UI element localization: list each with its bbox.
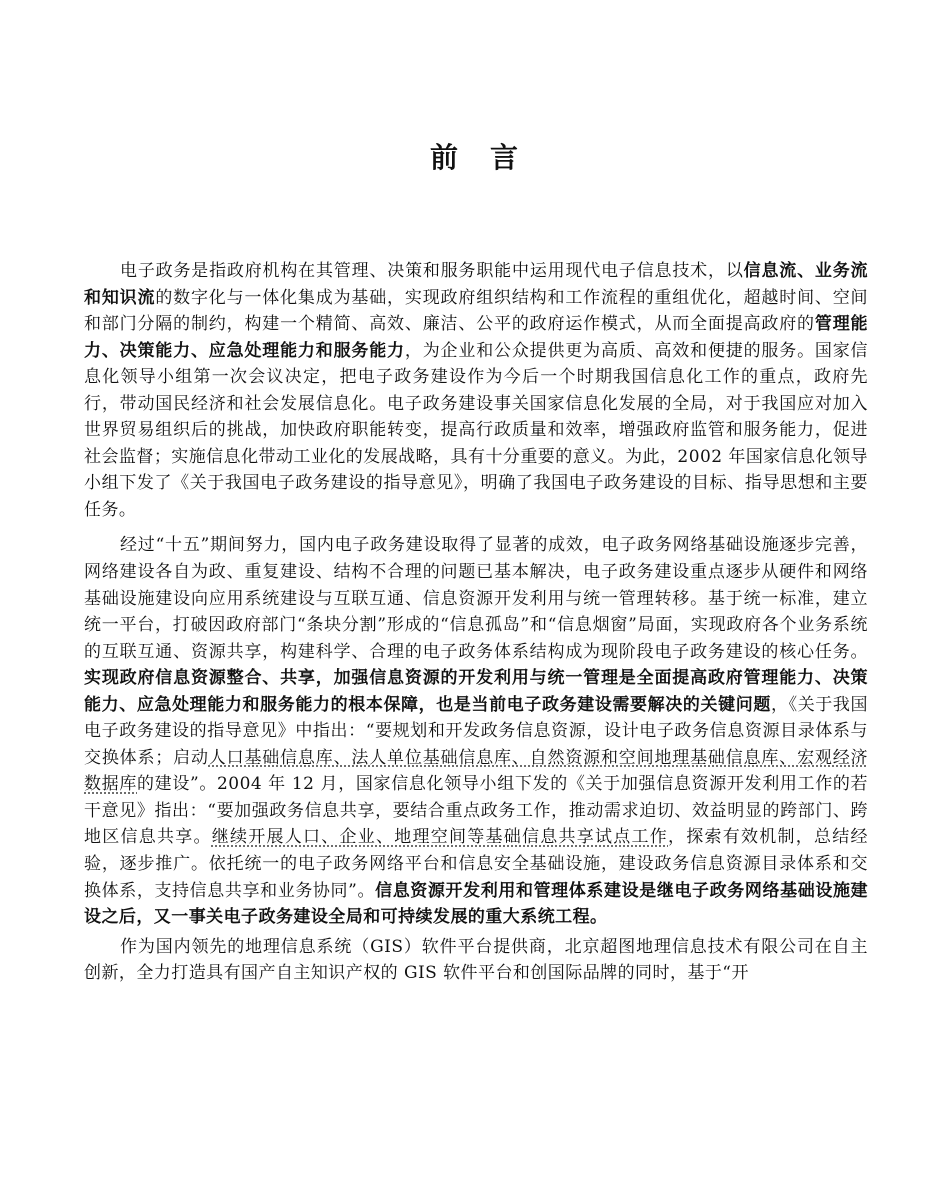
paragraph-2-text-2: ，《关于我国电子政务建设的指导意见》中指出：“要规划和开发政务信息资源，设计电子政务信息资源目录体系与交换体系；启动 — [84, 694, 868, 768]
paragraph-2-text-4: ，探索有效机制，总结经验，逐步推广。依托统一的电子政务网络平台和信息安全基础设施，建设政务信息资源目录体系和交换体系，支持信息共享和业务协同”。 — [84, 827, 869, 901]
paragraph-3-text-1: 作为国内领先的地理信息系统（GIS）软件平台提供商，北京超图地理信息技术有限公司在自主创新，全力打造具有国产自主知识产权的 GIS 软件平台和创国际品牌的同时，基于“开 — [84, 936, 868, 984]
document-body — [84, 258, 868, 987]
paragraph-2-bold-1: 实现政府信息资源整合、共享，加强信息资源的开发利用与统一管理是全面提高政府管理能力、决策能力、应急处理能力和服务能力的根本保障，也是当前电子政务建设需要解决的关键问题 — [84, 668, 868, 715]
paragraph-1-bold-2: 管理能力、决策能力、应急处理能力和服务能力 — [84, 314, 868, 361]
page-title: 前 言 — [429, 141, 520, 174]
paragraph-3 — [84, 934, 868, 987]
paragraph-1-text-1: 电子政务是指政府机构在其管理、决策和服务职能中运用现代电子信息技术，以 — [120, 261, 744, 281]
paragraph-2 — [84, 532, 868, 930]
paragraph-2-bold-2: 信息资源开发利用和管理体系建设是继电子政务网络基础设施建设之后，又一事关电子政务建设全局和可持续发展的重大系统工程。 — [84, 880, 869, 928]
paragraph-1-text-2: 的数字化与一体化集成为基础，实现政府组织结构和工作流程的重组优化，超越时间、空间和部门分隔的制约，构建一个精简、高效、廉洁、公平的政府运作模式，从而全面提高政府的 — [84, 287, 868, 335]
paragraph-2-text-3: 的建设”。2004 年 12 月，国家信息化领导小组下发的《关于加强信息资源开发利用工作的若干意见》指出：“要加强政务信息共享，要结合重点政务工作，推动需求迫切、效益明显的跨部门、跨地区信息共享。 — [84, 774, 868, 848]
paragraph-1-text-3: ，为企业和公众提供更为高质、高效和便捷的服务。国家信息化领导小组第一次会议决定，把电子政务建设作为今后一个时期我国信息化工作的重点，政府先行，带动国民经济和社会发展信息化。电子政务建设事关国家信息化发展的全局，对于我国应对加入世界贸易组织后的挑战，加快政府职能转变，提高行政质量和效率，增强政府监管和服务能力，促进社会监督；实施信息化带动工业化的发展战略，具有十分重要的意义。为此，2002 年国家信息化领导小组下发了《关于我国电子政务建设的指导意见》，明确了我国电子政务建设的目标、指导思想和主要任务。 — [84, 340, 869, 520]
paragraph-1 — [84, 258, 868, 523]
paragraph-2-text-1: 经过“十五”期间努力，国内电子政务建设取得了显著的成效，电子政务网络基础设施逐步完善，网络建设各自为政、重复建设、结构不合理的问题已基本解决，电子政务建设重点逐步从硬件和网络基础设施建设向应用系统建设与互联互通、信息资源开发利用与统一管理转移。基于统一标准，建立统一平台，打破因政府部门“条块分割”形成的“信息孤岛”和“信息烟窗”局面，实现政府各个业务系统的互联互通、资源共享，构建科学、合理的电子政务体系结构成为现阶段电子政务建设的核心任务。 — [84, 535, 868, 662]
paragraph-2-underlined-2: 继续开展人口、企业、地理空间等基础信息共享试点工作 — [211, 827, 669, 848]
paragraph-2-underlined-1: 人口基础信息库、法人单位基础信息库、自然资源和空间地理基础信息库、宏观经济数据库 — [84, 747, 868, 795]
paragraph-1-bold-1: 信息流、业务流和知识流 — [84, 261, 868, 308]
